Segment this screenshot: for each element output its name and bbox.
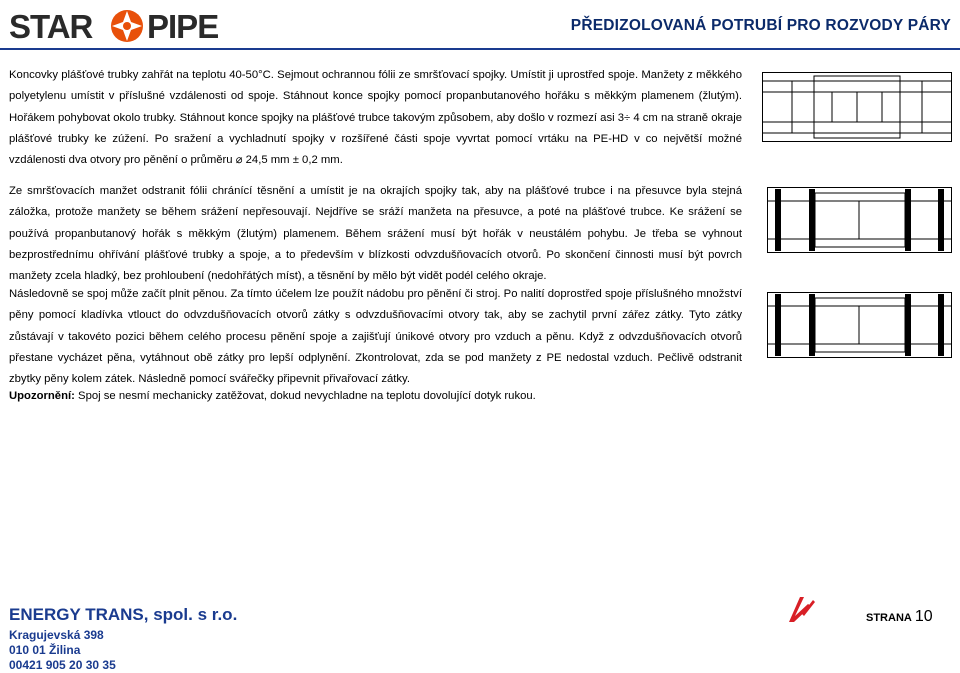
footer-city: 010 01 Žilina bbox=[9, 643, 81, 657]
warning-label: Upozornění: bbox=[9, 390, 75, 402]
instruction-paragraph-1: Koncovky plášťové trubky zahřát na teplotu 40-50°C. Sejmout ochrannou fólii ze smršťovací spojky. Umístit ji uprostřed spoje. Manžety z měkkého polyetylenu umístit v příslušné vzdálenosti od spoje. Stáhnout konce spojky pomocí propanbutanového hořáku s měkkým plamenem (žlutým). Hořákem pohybovat okolo trubky. Stáhnout konce spojky na plášťové trubce takovým způsobem, aby došlo v rozmezí asi 3÷ 4 cm na straně okraje plášťové trubky ke zúžení. Po sražení a vychladnutí spojky v rozšířené části spoje vyvrtat pomocí vrtáku na PE-HD v co největší možné vzdálenosti dva otvory pro pěnění o průměru ⌀ 24,5 mm ± 0,2 mm. bbox=[9, 69, 742, 167]
warning-text: Spoj se nesmí mechanicky zatěžovat, dokud nevychladne na teplotu dovolující dotyk rukou. bbox=[74, 390, 536, 402]
warning-note bbox=[9, 386, 742, 407]
instruction-paragraph-3: Následovně se spoj může začít plnit pěnou. Za tímto účelem lze použít nádobu pro pěnění či stroj. Po nalití doprostřed spoje příslušného množství pěny pomocí kladívka vtlouct do odvzdušňovacích otvorů zátky s odvzdušňovacími otvory tak, aby se zachytil první zářez zátky. Tyto zátky zůstávají v takovéto pozici během celého procesu pěnění spoje a zajišťují únikové otvory pro vzduch a pěnu. Když z odvzdušňovacích otvorů přestane vycházet pěna, vytáhnout obě zátky pro lepší odplynění. Zkontrolovat, zda se pod manžety z PE nedostal vzduch. Pečlivě odstranit zbytky pěny kolem zátek. Následně pomocí svářečky připevnit přivařovací zátky. bbox=[9, 288, 742, 386]
joint-diagram-3 bbox=[767, 292, 952, 358]
joint-diagram-2 bbox=[767, 187, 952, 253]
starpipe-logo bbox=[9, 8, 254, 44]
energy-trans-logo-icon bbox=[786, 594, 816, 624]
page-number: 10 bbox=[914, 608, 933, 625]
footer-street: Kragujevská 398 bbox=[9, 628, 104, 642]
instruction-paragraph-2: Ze smršťovacích manžet odstranit fólii chránící těsnění a umístit je na okrajích spojky tak, aby na plášťové trubce i na přesuvce byla stejná záložka, protože manžety se během srážení nepřesouvají. Nejdříve se sráží manžeta na přesuvce, a poté na plášťové trubce. Ke srážení se používá propanbutanový hořák s měkkým (žlutým) plamenem. Během srážení musí být hořák v neustálém pohybu. Je třeba se vyhnout bezprostřednímu ohřívání plášťové trubky a spoje, a to především v blízkosti odvzdušňovacích otvorů. Po skončení činnosti musí být povrch manžety zcela hladký, bez prohloubení (nedohřátých míst), a těsnění by mělo být vidět podél celého okraje. bbox=[9, 185, 742, 283]
joint-diagram-1 bbox=[762, 72, 952, 142]
footer-company-name: ENERGY TRANS, spol. s r.o. bbox=[9, 605, 238, 624]
svg-text:STAR: STAR bbox=[9, 8, 93, 44]
page-label: STRANA bbox=[866, 612, 912, 624]
footer-phone: 00421 905 20 30 35 bbox=[9, 658, 116, 672]
svg-text:PIPE: PIPE bbox=[147, 8, 219, 44]
page-title: PŘEDIZOLOVANÁ POTRUBÍ PRO ROZVODY PÁRY bbox=[570, 17, 951, 34]
page-indicator bbox=[866, 608, 933, 626]
header-divider bbox=[0, 48, 960, 50]
